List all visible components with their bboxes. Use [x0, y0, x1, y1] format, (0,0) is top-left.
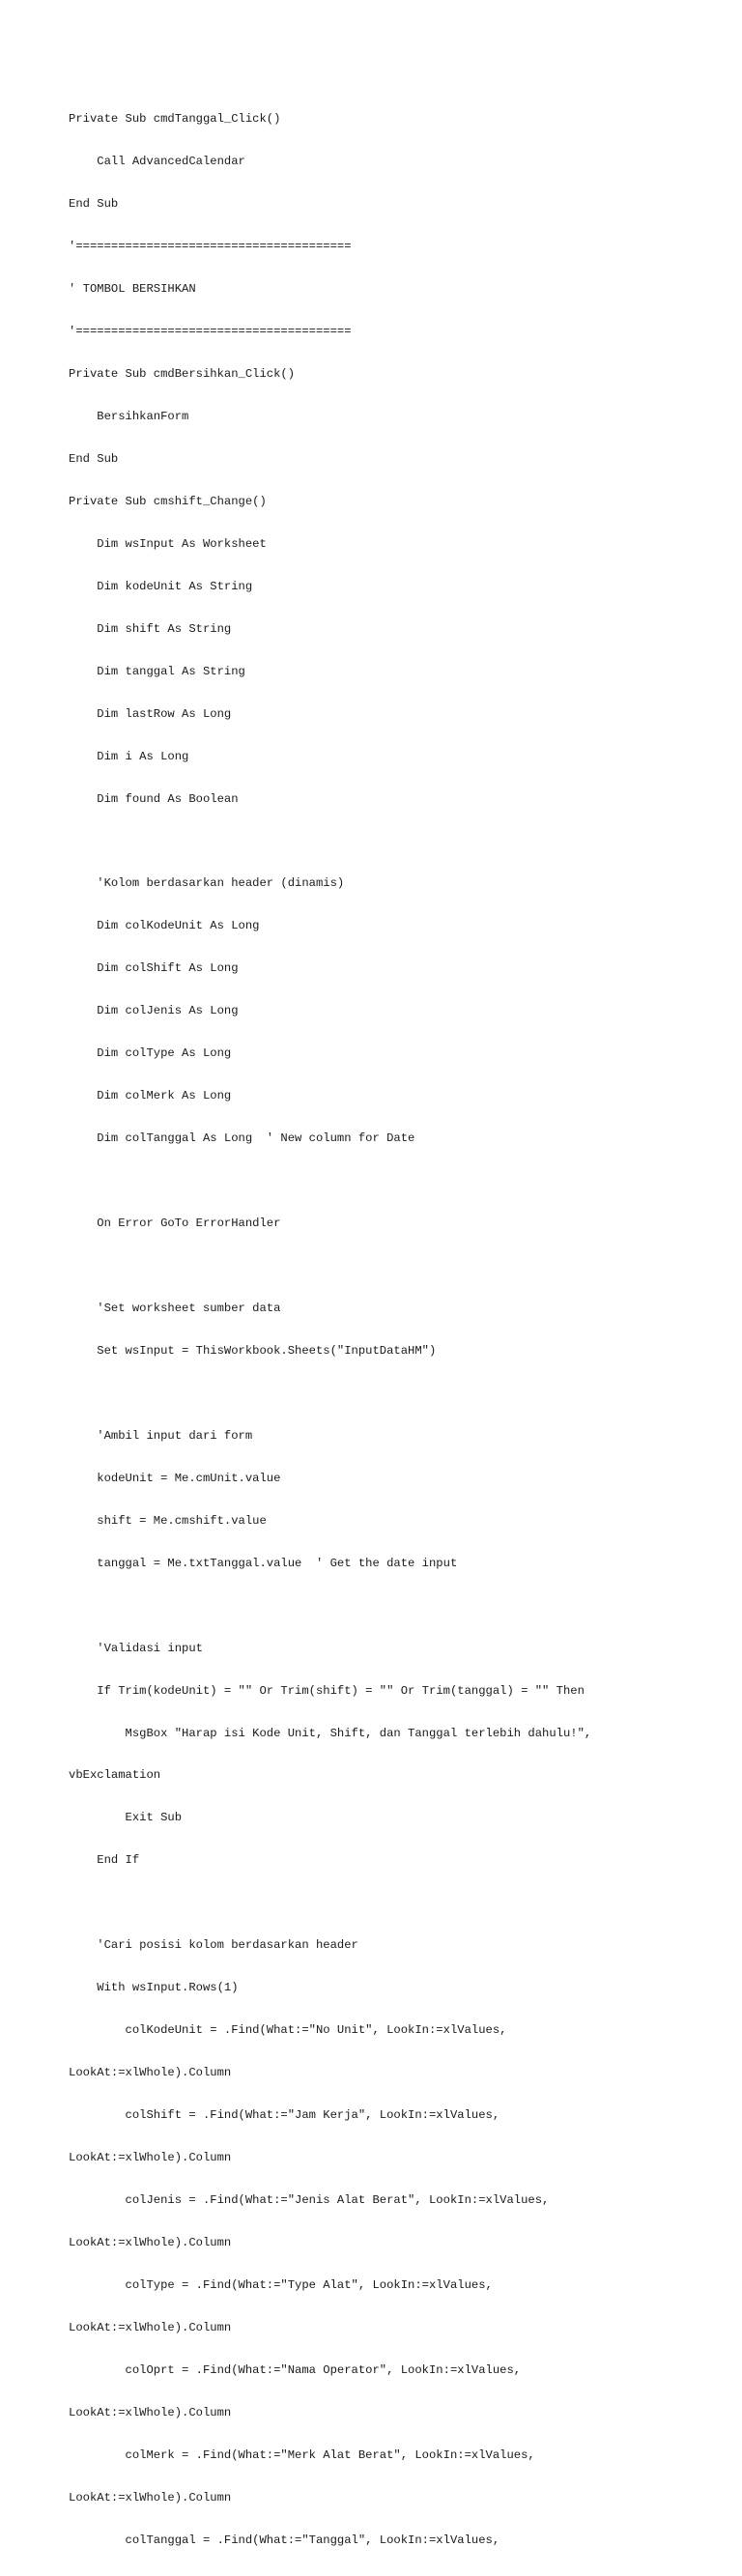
code-line: Private Sub cmshift_Change()	[69, 494, 267, 508]
code-line: If Trim(kodeUnit) = "" Or Trim(shift) = "" Or Trim(tanggal) = "" Then	[69, 1683, 585, 1698]
code-line: Dim kodeUnit As String	[69, 579, 253, 593]
code-line: Dim colJenis As Long	[69, 1004, 239, 1018]
code-line: Set wsInput = ThisWorkbook.Sheets("InputDataHM")	[69, 1343, 437, 1358]
code-listing	[69, 84, 726, 2576]
code-line: LookAt:=xlWhole).Column	[69, 2490, 232, 2504]
code-line: With wsInput.Rows(1)	[69, 1981, 239, 1995]
code-line: On Error GoTo ErrorHandler	[69, 1216, 281, 1231]
code-line: colMerk = .Find(What:="Merk Alat Berat", LookIn:=xlValues,	[69, 2447, 535, 2462]
code-line: LookAt:=xlWhole).Column	[69, 2320, 232, 2334]
code-line: BersihkanForm	[69, 409, 189, 423]
code-line: colTanggal = .Find(What:="Tanggal", LookIn:=xlValues,	[69, 2533, 500, 2547]
code-line: colType = .Find(What:="Type Alat", LookIn:=xlValues,	[69, 2277, 493, 2292]
code-line: End Sub	[69, 451, 119, 466]
code-line: tanggal = Me.txtTanggal.value ' Get the date input	[69, 1556, 458, 1570]
code-line: Dim colShift As Long	[69, 961, 239, 976]
code-line	[69, 1259, 726, 1274]
code-line: colKodeUnit = .Find(What:="No Unit", LookIn:=xlValues,	[69, 2023, 507, 2038]
code-line: vbExclamation	[69, 1768, 161, 1783]
code-line: ' TOMBOL BERSIHKAN	[69, 282, 196, 297]
code-line: Dim shift As String	[69, 621, 232, 636]
code-line: 'Set worksheet sumber data	[69, 1302, 281, 1315]
code-line	[69, 1387, 726, 1401]
code-line: Dim colTanggal As Long ' New column for Date	[69, 1131, 415, 1146]
code-line: 'Cari posisi kolom berdasarkan header	[69, 1938, 358, 1953]
code-line: LookAt:=xlWhole).Column	[69, 2066, 232, 2080]
code-line: LookAt:=xlWhole).Column	[69, 2235, 232, 2249]
code-line: kodeUnit = Me.cmUnit.value	[69, 1471, 281, 1485]
code-line: MsgBox "Harap isi Kode Unit, Shift, dan Tanggal terlebih dahulu!",	[69, 1726, 592, 1740]
code-line: Exit Sub	[69, 1811, 183, 1825]
code-line: '=======================================	[69, 325, 352, 339]
code-line: colOprt = .Find(What:="Nama Operator", LookIn:=xlValues,	[69, 2362, 522, 2377]
code-line: Dim tanggal As String	[69, 664, 245, 678]
code-line: Dim lastRow As Long	[69, 706, 232, 721]
code-line	[69, 1599, 726, 1614]
code-line: Dim found As Boolean	[69, 791, 239, 806]
code-line: 'Ambil input dari form	[69, 1428, 253, 1443]
code-line: Call AdvancedCalendar	[69, 155, 245, 169]
code-line: 'Kolom berdasarkan header (dinamis)	[69, 876, 345, 891]
code-line: '=======================================	[69, 240, 352, 254]
code-line: Dim colMerk As Long	[69, 1089, 232, 1103]
code-line: Private Sub cmdBersihkan_Click()	[69, 367, 296, 382]
code-line: End Sub	[69, 197, 119, 212]
code-line: 'Validasi input	[69, 1641, 203, 1655]
code-line: shift = Me.cmshift.value	[69, 1513, 267, 1528]
code-line: colShift = .Find(What:="Jam Kerja", LookIn:=xlValues,	[69, 2108, 500, 2123]
code-line: colJenis = .Find(What:="Jenis Alat Berat", LookIn:=xlValues,	[69, 2193, 550, 2208]
code-line	[69, 835, 726, 849]
code-line: Private Sub cmdTanggal_Click()	[69, 112, 281, 127]
code-line: LookAt:=xlWhole).Column	[69, 2151, 232, 2165]
code-line: Dim colKodeUnit As Long	[69, 919, 260, 933]
code-line: LookAt:=xlWhole).Column	[69, 2405, 232, 2419]
code-line: Dim colType As Long	[69, 1046, 232, 1061]
code-line: Dim i As Long	[69, 749, 189, 763]
code-line	[69, 1896, 726, 1910]
code-line	[69, 1174, 726, 1188]
code-line: End If	[69, 1853, 140, 1868]
code-line: Dim wsInput As Worksheet	[69, 536, 267, 551]
